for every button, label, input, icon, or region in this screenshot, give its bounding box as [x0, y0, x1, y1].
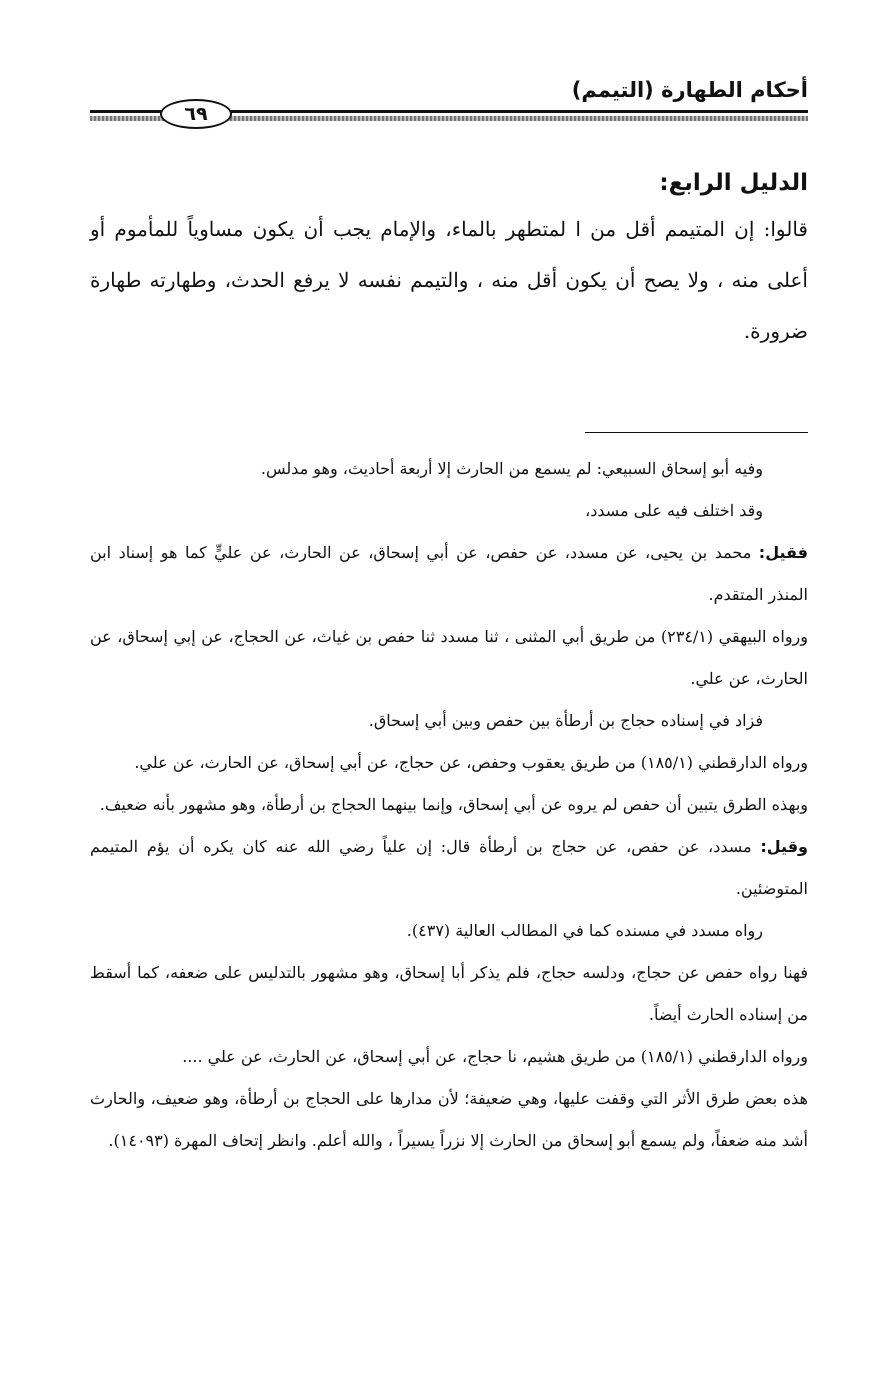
footnote-paragraph: وقد اختلف فيه على مسدد،	[585, 501, 763, 520]
running-title: أحكام الطهارة (التيمم)	[571, 78, 808, 102]
footnote-paragraph: وبهذه الطرق يتبين أن حفص لم يروه عن أبي إسحاق، وإنما بينهما الحجاج بن أرطأة، وهو مشهور بأنه ضعيف.	[99, 795, 808, 814]
page-number: ٦٩	[160, 99, 232, 129]
footnote-paragraph: ورواه الدارقطني (١٨٥/١) من طريق يعقوب وحفص، عن حجاج، عن أبي إسحاق، عن الحارث، عن علي.	[134, 753, 808, 772]
footnote-text: مسدد، عن حفص، عن حجاج بن أرطأة قال: إن علياً رضي الله عنه كان يكره أن يؤم المتيمم المتوضئين.	[90, 837, 808, 898]
footnote-text: محمد بن يحيى، عن مسدد، عن حفص، عن أبي إسحاق، عن الحارث، عن عليٍّ كما هو إسناد ابن المنذر المتقدم.	[90, 543, 808, 604]
footnote-separator	[585, 432, 808, 433]
footnote-paragraph: ورواه الدارقطني (١٨٥/١) من طريق هشيم، نا حجاج، عن أبي إسحاق، عن الحارث، عن علي ....	[182, 1047, 808, 1066]
footnote-paragraph: وفيه أبو إسحاق السبيعي: لم يسمع من الحارث إلا أربعة أحاديث، وهو مدلس.	[260, 459, 763, 478]
footnote-paragraph	[90, 826, 808, 910]
footnote-label: وقيل:	[760, 837, 808, 856]
footnote-paragraph: ورواه البيهقي (٢٣٤/١) من طريق أبي المثنى ، ثنا مسدد ثنا حفص بن غياث، عن الحجاج، عن إبي إسحاق، عن الحارث، عن علي.	[90, 627, 809, 688]
section-heading: الدليل الرابع:	[659, 170, 808, 196]
footnote-paragraph: فزاد في إسناده حجاج بن أرطأة بين حفص وبين أبي إسحاق.	[368, 711, 763, 730]
footnotes	[90, 448, 808, 1162]
footnote-paragraph: رواه مسدد في مسنده كما في المطالب العالية (٤٣٧).	[406, 921, 763, 940]
footnote-paragraph: فهنا رواه حفص عن حجاج، ودلسه حجاج، فلم يذكر أبا إسحاق، وهو مشهور بالتدليس على ضعفه، كما أسقط من إسناده الحارث أيضاً.	[90, 963, 808, 1024]
main-text-block	[90, 160, 808, 357]
page-header	[90, 70, 808, 130]
main-paragraph: قالوا: إن المتيمم أقل من ا لمتطهر بالماء، والإمام يجب أن يكون مساوياً للمأموم أو أعلى منه ، ولا يصح أن يكون أقل منه ، والتيمم نفسه لا يرفع الحدث، وطهارته طهارة ضرورة.	[90, 217, 808, 343]
footnote-label: فقيل:	[758, 543, 808, 562]
footnote-paragraph	[90, 532, 808, 616]
footnote-paragraph: هذه بعض طرق الأثر التي وقفت عليها، وهي ضعيفة؛ لأن مدارها على الحجاج بن أرطأة، وهو ضعيف، والحارث أشد منه ضعفاً، ولم يسمع أبو إسحاق من الحارث إلا نزراً يسيراً ، والله أعلم. وانظر إتحاف المهرة (١٤٠٩٣).	[90, 1089, 808, 1150]
